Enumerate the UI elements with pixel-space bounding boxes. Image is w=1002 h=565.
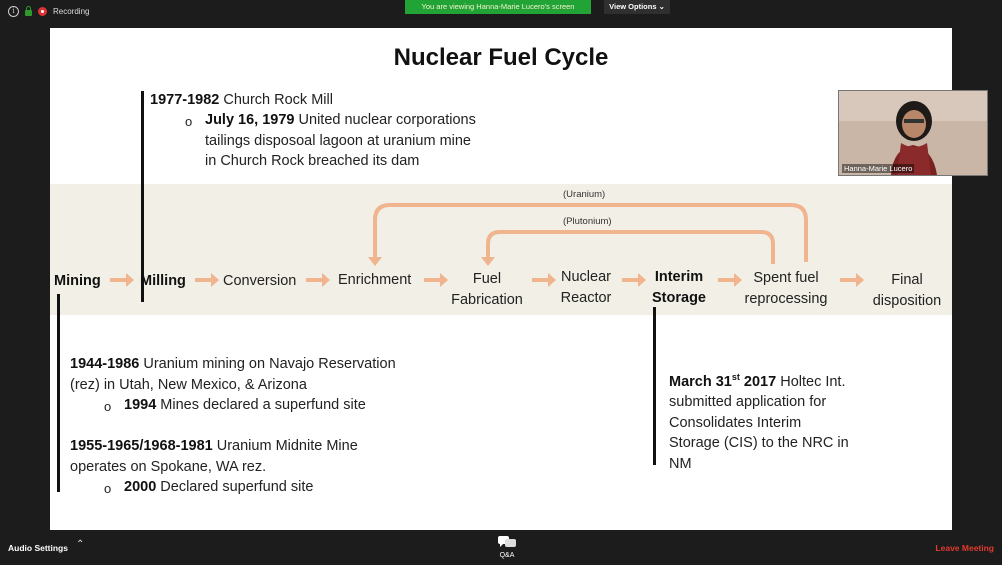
stage-nuclear-reactor-line1: Nuclear [561,269,611,285]
navajo-text-a: Uranium mining on Navajo Reservation [139,356,396,372]
church-rock-sub-date: July 16, 1979 [205,112,295,128]
stage-fuel-fabrication [435,269,539,310]
stage-interim-storage-line1: Interim [654,269,704,285]
stage-mining: Mining [54,273,101,289]
midnite-text-a: Uranium Midnite Mine [212,438,358,454]
church-rock-sub-text-2: tailings disposoal lagoon at uranium mine [205,132,471,149]
midnite-sub-text: Declared superfund site [156,479,314,495]
holtec-entry [669,367,849,474]
midnite-years: 1955-1965/1968-1981 [70,438,213,454]
midnite-mine-entry [70,436,358,477]
info-icon[interactable]: i [8,6,19,17]
stage-enrichment: Enrichment [338,272,412,288]
midnite-text-b: operates on Spokane, WA rez. [70,458,267,475]
navajo-years: 1944-1986 [70,356,140,372]
shared-slide [50,28,952,530]
qa-label: Q&A [499,552,515,559]
stage-final-disposition-line1: Final [891,272,923,288]
bullet-icon: o [104,481,112,496]
uranium-label: (Uranium) [563,189,606,200]
flow-arrow-3 [306,273,330,287]
plutonium-label: (Plutonium) [563,216,612,227]
bottom-toolbar [0,530,1002,565]
audio-settings-button[interactable]: Audio Settings [8,543,68,553]
participant-video[interactable] [838,90,988,176]
holtec-text-e: NM [669,455,692,472]
flow-arrow-2 [195,273,219,287]
flow-arrow-8 [840,273,864,287]
navajo-sub-text: Mines declared a superfund site [156,397,366,413]
midnite-sub-year: 2000 [124,479,157,495]
stage-nuclear-reactor-line2: Reactor [560,289,612,306]
holtec-text-a: Holtec Int. [776,373,846,390]
plutonium-loop-arrow [488,232,773,264]
holtec-text-d: Storage (CIS) to the NRC in [669,435,849,452]
stage-final-disposition-line2: disposition [872,292,942,309]
chat-bubbles-icon [498,536,516,548]
holtec-date: March 31 [669,373,732,390]
holtec-text-c: Consolidates Interim [669,414,802,431]
holtec-date-sup: st [731,372,740,382]
navajo-sub-year: 1994 [124,397,157,413]
holtec-year: 2017 [739,373,777,390]
bullet-icon: o [185,114,193,129]
plutonium-arrowhead [481,257,495,266]
stage-interim-storage [648,267,710,308]
viewing-banner: You are viewing Hanna-Marie Lucero's screen [405,0,591,14]
stage-milling: Milling [140,273,186,289]
stage-interim-storage-line2: Storage [652,289,706,306]
recording-icon [38,7,47,16]
participant-avatar [839,91,987,175]
church-rock-sub-text-3: in Church Rock breached its dam [205,153,420,169]
church-rock-sub-text-1: United nuclear corporations [294,112,476,128]
stage-final-disposition [864,270,950,311]
stage-fuel-fabrication-line2: Fabrication [451,291,523,308]
stage-nuclear-reactor [545,267,627,308]
top-bar [0,0,1002,28]
slide-title: Nuclear Fuel Cycle [393,44,609,71]
stage-conversion: Conversion [223,273,297,289]
view-options-button[interactable]: View Options ⌄ [604,0,670,14]
church-rock-text: Church Rock Mill [219,92,333,108]
navajo-mining-entry [70,354,396,395]
lock-icon[interactable] [25,10,32,16]
stage-spent-fuel-reprocessing [736,268,836,309]
qa-button[interactable] [494,536,520,559]
leave-meeting-button[interactable]: Leave Meeting [935,543,994,553]
stage-spent-fuel-line1: Spent fuel [753,270,819,286]
status-indicators [8,6,89,17]
midnite-subentry [124,477,313,498]
recording-label: Recording [53,7,90,16]
church-rock-years: 1977-1982 [150,92,220,108]
stage-spent-fuel-line2: reprocessing [744,290,828,307]
flow-arrow-1 [110,273,134,287]
bullet-icon: o [104,399,112,414]
holtec-text-b: submitted application for [669,394,827,411]
navajo-text-b: (rez) in Utah, New Mexico, & Arizona [70,376,307,393]
participant-name: Hanna-Marie Lucero [844,164,913,173]
stage-fuel-fabrication-line1: Fuel [472,271,502,287]
uranium-arrowhead [368,257,382,266]
chevron-up-icon[interactable]: ⌃ [76,539,85,550]
navajo-subentry [124,395,366,416]
